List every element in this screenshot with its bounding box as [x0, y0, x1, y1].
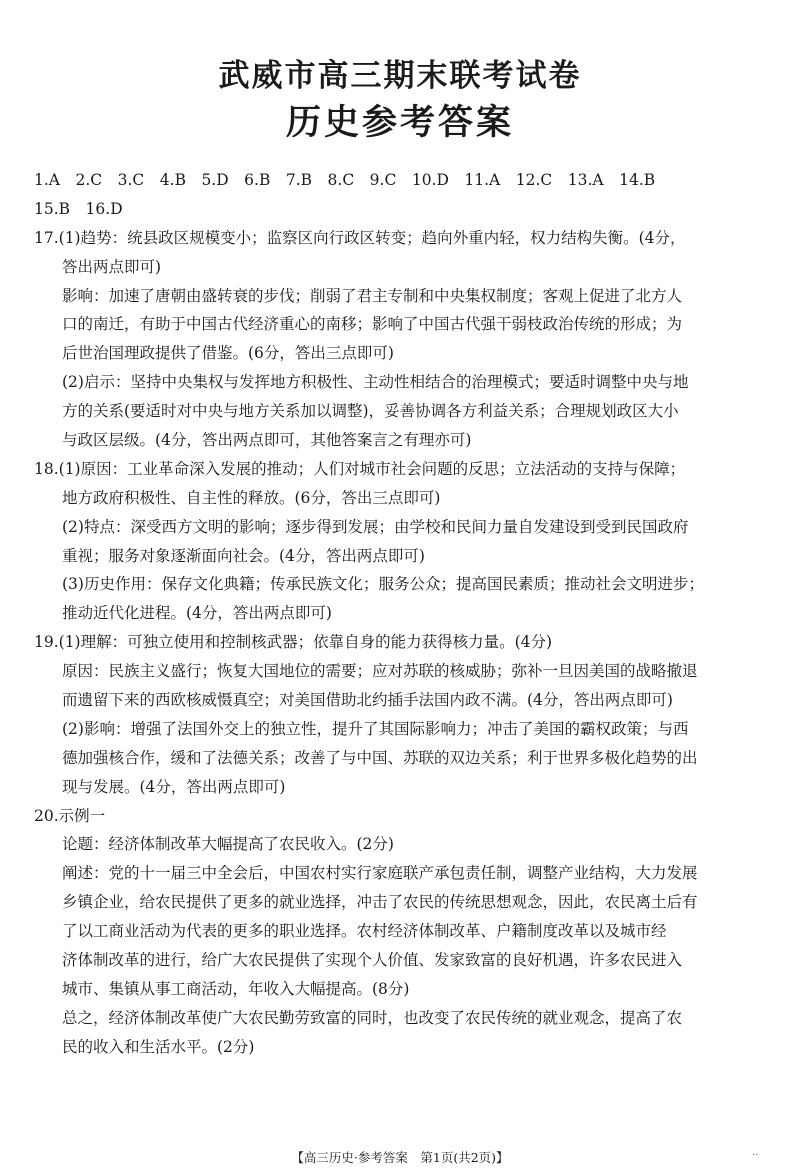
answer-line: 论题：经济体制改革大幅提高了农民收入。(2分)	[62, 835, 394, 854]
answer-line: 答出两点即可)	[62, 257, 162, 276]
answer-line: 20.示例一	[34, 806, 106, 825]
answer-line: 总之，经济体制改革使广大农民勤劳致富的同时，也改变了农民传统的就业观念，提高了农	[62, 1008, 683, 1027]
answer-line: 济体制改革的进行，给广大农民提供了实现个人价值、发家致富的良好机遇，许多农民进入	[62, 951, 683, 970]
answer-line: 重视；服务对象逐渐面向社会。(4分，答出两点即可)	[62, 546, 425, 565]
answer-body	[34, 166, 772, 1062]
answer-line: 了以工商业活动为代表的更多的职业选择。农村经济体制改革、户籍制度改革以及城市经	[62, 922, 667, 941]
answer-line: 18.(1)原因：工业革命深入发展的推动；人们对城市社会问题的反思；立法活动的支持与保障；	[34, 459, 686, 478]
answer-line: 后世治国理政提供了借鉴。(6分，答出三点即可)	[62, 344, 394, 363]
answer-line: (2)特点：深受西方文明的影响；逐步得到发展；由学校和民间力量自发建设到受到民国政府	[62, 517, 689, 536]
answer-line: 19.(1)理解：可独立使用和控制核武器；依靠自身的能力获得核力量。(4分)	[34, 633, 553, 652]
answer-line: 德加强核合作，缓和了法德关系；改善了与中国、苏联的双边关系；利于世界多极化趋势的出	[62, 748, 698, 767]
page-footer: 【高三历史·参考答案 第1页(共2页)】	[291, 1150, 509, 1165]
answer-line: 城市、集镇从事工商活动，年收入大幅提高。(8分)	[62, 979, 410, 998]
answer-line: 原因：民族主义盛行；恢复大国地位的需要；应对苏联的核威胁；弥补一旦因美国的战略撤退	[62, 662, 698, 681]
answer-line: (2)影响：增强了法国外交上的独立性，提升了其国际影响力；冲击了美国的霸权政策；与西	[62, 719, 689, 738]
document-title: 武威市高三期末联考试卷	[218, 58, 582, 94]
answer-line: 地方政府积极性、自主性的释放。(6分，答出三点即可)	[62, 488, 441, 507]
answer-line: 与政区层级。(4分，答出两点即可，其他答案言之有理亦可)	[62, 431, 472, 450]
answer-line: 方的关系(要适时对中央与地方关系加以调整)，妥善协调各方利益关系；合理规划政区大小	[62, 402, 679, 421]
answer-line: 影响：加速了唐朝由盛转衰的步伐；削弱了君主专制和中央集权制度；客观上促进了北方人	[62, 286, 683, 305]
answer-line: 1.A 2.C 3.C 4.B 5.D 6.B 7.B 8.C 9.C 10.D 11.A 12.C 13.A 14.B	[34, 171, 656, 189]
answer-line: (3)历史作用：保存文化典籍；传承民族文化；服务公众；提高国民素质；推动社会文明进步；	[62, 575, 704, 594]
answer-line: 民的收入和生活水平。(2分)	[62, 1037, 255, 1056]
answer-line: 15.B 16.D	[34, 199, 123, 218]
answer-line: 推动近代化进程。(4分，答出两点即可)	[62, 604, 332, 623]
answer-line: 现与发展。(4分，答出两点即可)	[62, 777, 286, 796]
answer-line: (2)启示：坚持中央集权与发挥地方积极性、主动性相结合的治理模式；要适时调整中央与地	[62, 373, 689, 392]
corner-mark: ··	[752, 1150, 759, 1161]
answer-line: 阐述：党的十一届三中全会后，中国农村实行家庭联产承包责任制，调整产业结构，大力发展	[62, 864, 698, 883]
answer-line: 17.(1)趋势：统县政区规模变小；监察区向行政区转变；趋向外重内轻，权力结构失衡。(4分，	[34, 228, 686, 247]
answer-line: 口的南迁，有助于中国古代经济重心的南移；影响了中国古代强干弱枝政治传统的形成；为	[62, 315, 683, 334]
answer-line: 乡镇企业，给农民提供了更多的就业选择，冲击了农民的传统思想观念，因此，农民离土后有	[62, 893, 698, 912]
answer-line: 而遗留下来的西欧核威慑真空；对美国借助北约插手法国内政不满。(4分，答出两点即可)	[62, 691, 673, 710]
document-subtitle: 历史参考答案	[285, 103, 514, 143]
